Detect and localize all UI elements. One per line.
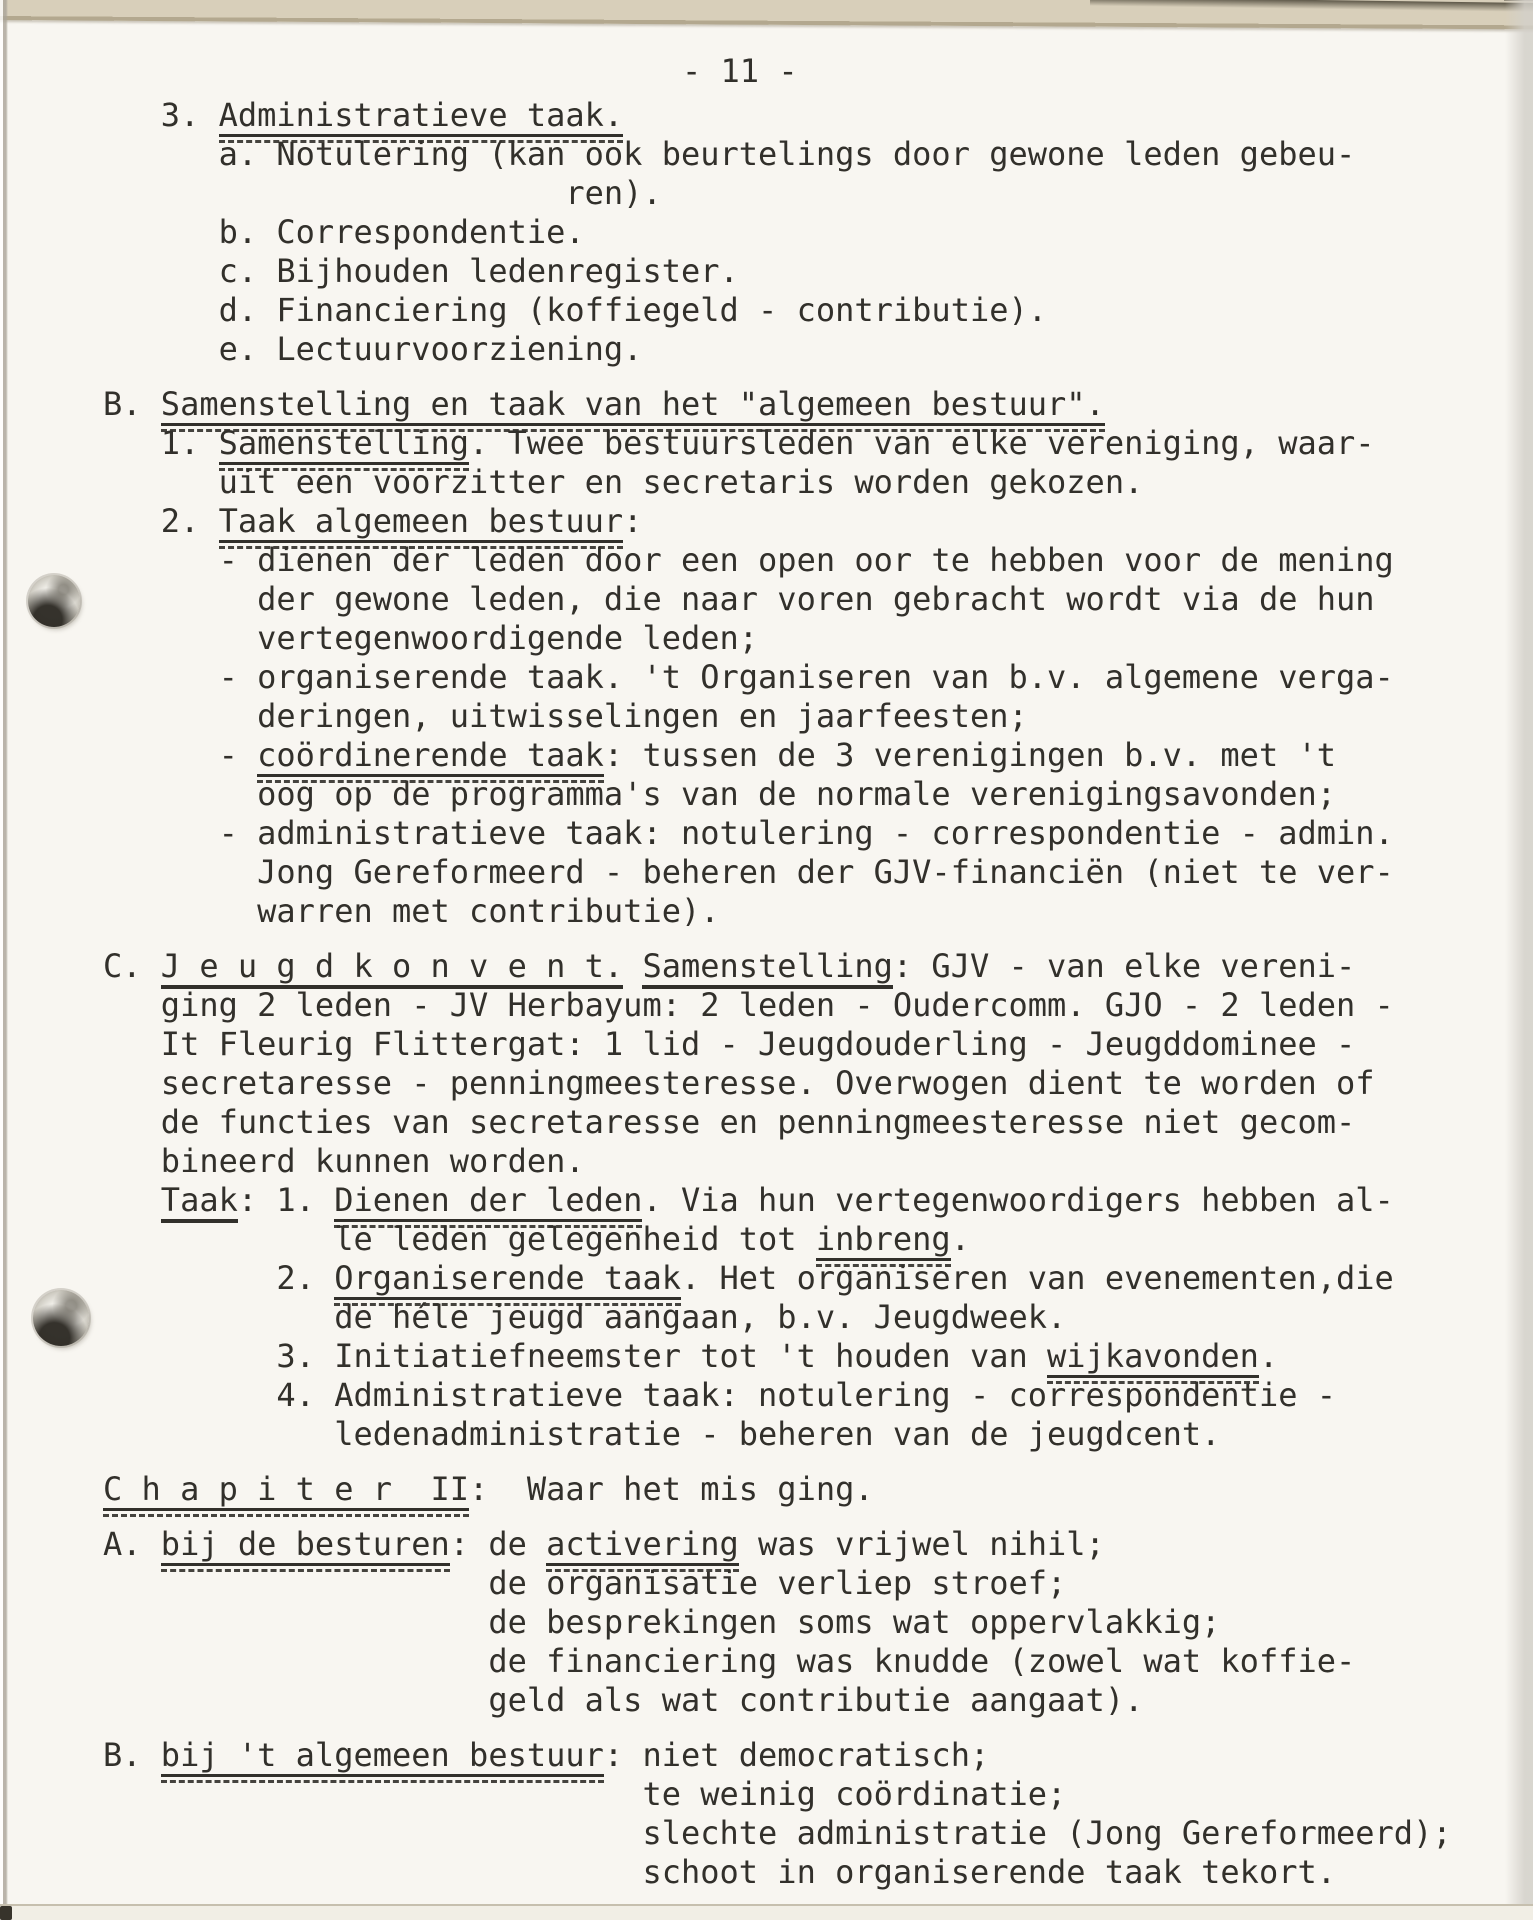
text-segment: : tussen de 3 verenigingen b.v. met 't <box>603 736 1336 774</box>
underlined-text-segment: Organiserende taak <box>334 1259 681 1300</box>
text-segment: 1. <box>160 424 219 462</box>
text-segment: de functies van secretaresse en penningmeesteresse niet gecom- <box>160 1103 1356 1141</box>
text-segment: deringen, uitwisselingen en jaarfeesten; <box>257 697 1028 735</box>
indent-spaces <box>103 1259 276 1297</box>
underlined-text-segment: Taak algemeen bestuur <box>219 502 624 543</box>
text-line <box>103 330 1503 369</box>
text-segment <box>623 947 642 985</box>
underlined-text-segment: J e u g d k o n v e n t. <box>161 947 623 989</box>
text-line <box>103 1470 1503 1509</box>
text-line <box>103 697 1503 736</box>
text-segment: . Via hun vertegenwoordigers hebben al- <box>642 1181 1394 1219</box>
indent-spaces <box>103 463 219 501</box>
text-segment: - dienen der leden door een open oor te hebben voor de mening <box>218 541 1394 579</box>
text-segment: der gewone leden, die naar voren gebracht wordt via de hun <box>257 580 1375 618</box>
indent-spaces <box>103 135 219 173</box>
indent-spaces <box>103 213 219 251</box>
text-line <box>103 1853 1503 1892</box>
text-segment: oog op de programma's van de normale verenigingsavonden; <box>257 775 1336 813</box>
underlined-text-segment: Samenstelling <box>642 947 892 989</box>
text-segment: e. Lectuurvoorziening. <box>218 330 643 368</box>
indent-spaces <box>103 502 161 540</box>
indent-spaces <box>103 1298 334 1336</box>
text-line <box>103 853 1503 892</box>
text-line <box>103 736 1503 775</box>
indent-spaces <box>103 1337 276 1375</box>
underlined-text-segment: wijkavonden <box>1047 1337 1259 1378</box>
text-line <box>103 1681 1503 1720</box>
text-segment: de besprekingen soms wat oppervlakkig; <box>488 1603 1221 1641</box>
underlined-text-segment: Samenstelling en taak van het "algemeen bestuur". <box>161 385 1105 426</box>
text-segment: 2. <box>160 502 219 540</box>
text-segment: . <box>1258 1337 1279 1375</box>
text-line <box>103 1736 1503 1775</box>
indent-spaces <box>103 424 161 462</box>
text-segment: C. <box>103 947 161 985</box>
text-line <box>103 1376 1503 1415</box>
text-segment: - <box>218 736 258 774</box>
text-segment: . Het organiseren van evenementen,die <box>680 1259 1394 1297</box>
indent-spaces <box>103 1415 334 1453</box>
indent-spaces <box>103 541 219 579</box>
scan-edge-bottom <box>0 1904 1533 1920</box>
underlined-text-segment: Taak <box>161 1181 238 1223</box>
indent-spaces <box>103 252 219 290</box>
indent-spaces <box>103 697 257 735</box>
indent-spaces <box>103 1681 488 1719</box>
indent-spaces <box>103 1064 161 1102</box>
text-line <box>103 213 1503 252</box>
text-line <box>103 252 1503 291</box>
text-segment: : niet democratisch; <box>603 1736 990 1774</box>
indent-spaces <box>103 1025 161 1063</box>
text-segment: ging 2 leden - JV Herbayum: 2 leden - Oudercomm. GJO - 2 leden - <box>160 986 1394 1024</box>
text-line <box>103 1814 1503 1853</box>
text-segment: geld als wat contributie aangaat). <box>488 1681 1144 1719</box>
text-segment: te weinig coördinatie; <box>642 1775 1067 1813</box>
underlined-text-segment: Dienen der leden <box>334 1181 642 1222</box>
text-segment: : Waar het mis ging. <box>469 1470 874 1508</box>
text-segment: b. Correspondentie. <box>218 213 585 251</box>
text-segment: de organisatie verliep stroef; <box>488 1564 1067 1602</box>
indent-spaces <box>103 96 161 134</box>
text-line <box>103 174 1503 213</box>
text-segment: . Twee bestuursleden van elke vereniging, waar- <box>469 424 1375 462</box>
text-line <box>103 1298 1503 1337</box>
text-segment: c. Bijhouden ledenregister. <box>218 252 739 290</box>
text-line <box>103 291 1503 330</box>
underlined-text-segment: Samenstelling <box>219 424 469 465</box>
indent-spaces <box>103 814 219 852</box>
text-line <box>103 986 1503 1025</box>
text-segment: slechte administratie (Jong Gereformeerd); <box>642 1814 1452 1852</box>
text-line <box>103 619 1503 658</box>
scan-edge-left <box>0 0 8 1920</box>
text-segment: was vrijwel nihil; <box>738 1525 1105 1563</box>
indent-spaces <box>103 853 257 891</box>
text-line <box>103 502 1503 541</box>
text-line <box>103 1642 1503 1681</box>
text-segment: 4. Administratieve taak: notulering - correspondentie - <box>276 1376 1336 1414</box>
indent-spaces <box>103 658 219 696</box>
text-line <box>103 1181 1503 1220</box>
indent-spaces <box>103 291 219 329</box>
text-segment: B. <box>103 385 161 423</box>
text-segment: . <box>950 1220 970 1258</box>
text-line <box>103 947 1503 986</box>
text-segment: : 1. <box>237 1181 335 1219</box>
underlined-text-segment: inbreng <box>816 1220 951 1261</box>
text-segment: ledenadministratie - beheren van de jeugdcent. <box>334 1415 1221 1453</box>
text-segment: : GJV - van elke vereni- <box>892 947 1356 985</box>
text-line <box>103 1142 1503 1181</box>
text-line <box>103 1064 1503 1103</box>
text-line <box>103 658 1503 697</box>
indent-spaces <box>103 330 219 368</box>
text-segment: : de <box>449 1525 547 1563</box>
text-line <box>103 1603 1503 1642</box>
text-line <box>103 1025 1503 1064</box>
text-segment: : <box>623 502 643 540</box>
text-line <box>103 1259 1503 1298</box>
text-segment: schoot in organiserende taak tekort. <box>642 1853 1336 1891</box>
text-line <box>103 580 1503 619</box>
underlined-text-segment: activering <box>546 1525 739 1566</box>
text-line <box>103 1525 1503 1564</box>
text-line <box>103 1103 1503 1142</box>
text-segment: Jong Gereformeerd - beheren der GJV-financiën (niet te ver- <box>257 853 1394 891</box>
underlined-text-segment: coördinerende taak <box>257 736 604 777</box>
punch-hole <box>28 575 80 627</box>
indent-spaces <box>103 580 257 618</box>
text-segment: 2. <box>276 1259 335 1297</box>
indent-spaces <box>103 986 161 1024</box>
text-line <box>103 892 1503 931</box>
text-segment: de financiering was knudde (zowel wat koffie- <box>488 1642 1356 1680</box>
text-segment: bineerd kunnen worden. <box>160 1142 585 1180</box>
text-line <box>103 1220 1503 1259</box>
text-segment: uit een voorzitter en secretaris worden gekozen. <box>218 463 1144 501</box>
text-line <box>103 385 1503 424</box>
indent-spaces <box>103 736 219 774</box>
indent-spaces <box>103 775 257 813</box>
text-segment: warren met contributie). <box>257 892 720 930</box>
punch-hole <box>33 1290 89 1346</box>
underlined-text-segment: Administratieve taak. <box>219 96 624 137</box>
text-segment: de héle jeugd aangaan, b.v. Jeugdweek. <box>334 1298 1067 1336</box>
text-segment: secretaresse - penningmeesteresse. Overwogen dient te worden of <box>160 1064 1375 1102</box>
text-line <box>103 96 1503 135</box>
indent-spaces <box>103 174 565 212</box>
indent-spaces <box>103 1220 334 1258</box>
document-body <box>103 96 1503 1892</box>
text-line <box>103 1337 1503 1376</box>
text-segment: - administratieve taak: notulering - correspondentie - admin. <box>218 814 1394 852</box>
text-segment: 3. <box>160 96 219 134</box>
page-number: - 11 - <box>682 52 798 90</box>
text-segment: A. <box>103 1525 161 1563</box>
text-segment: - organiserende taak. 't Organiseren van b.v. algemene verga- <box>218 658 1394 696</box>
text-segment: le leden gelegenheid tot <box>334 1220 816 1258</box>
text-line <box>103 814 1503 853</box>
indent-spaces <box>103 1376 276 1414</box>
indent-spaces <box>103 1103 161 1141</box>
indent-spaces <box>103 1853 642 1891</box>
indent-spaces <box>103 619 257 657</box>
indent-spaces <box>103 1181 161 1219</box>
text-segment: ren). <box>565 174 662 212</box>
indent-spaces <box>103 1814 642 1852</box>
scan-corner-mark <box>0 1906 12 1920</box>
text-segment: B. <box>103 1736 161 1774</box>
text-segment: a. Notulering (kan ook beurtelings door gewone leden gebeu- <box>218 135 1356 173</box>
indent-spaces <box>103 892 257 930</box>
text-segment: 3. Initiatiefneemster tot 't houden van <box>276 1337 1048 1375</box>
underlined-text-segment: bij de besturen <box>161 1525 450 1566</box>
text-segment: d. Financiering (koffiegeld - contributie). <box>218 291 1048 329</box>
text-segment: vertegenwoordigende leden; <box>257 619 759 657</box>
indent-spaces <box>103 1142 161 1180</box>
underlined-text-segment: C h a p i t e r II <box>103 1470 469 1511</box>
underlined-text-segment: bij 't algemeen bestuur <box>161 1736 604 1777</box>
indent-spaces <box>103 1642 488 1680</box>
text-segment: It Fleurig Flittergat: 1 lid - Jeugdouderling - Jeugddominee - <box>160 1025 1356 1063</box>
indent-spaces <box>103 1603 488 1641</box>
scan-edge-right <box>1505 0 1533 1920</box>
text-line <box>103 1415 1503 1454</box>
